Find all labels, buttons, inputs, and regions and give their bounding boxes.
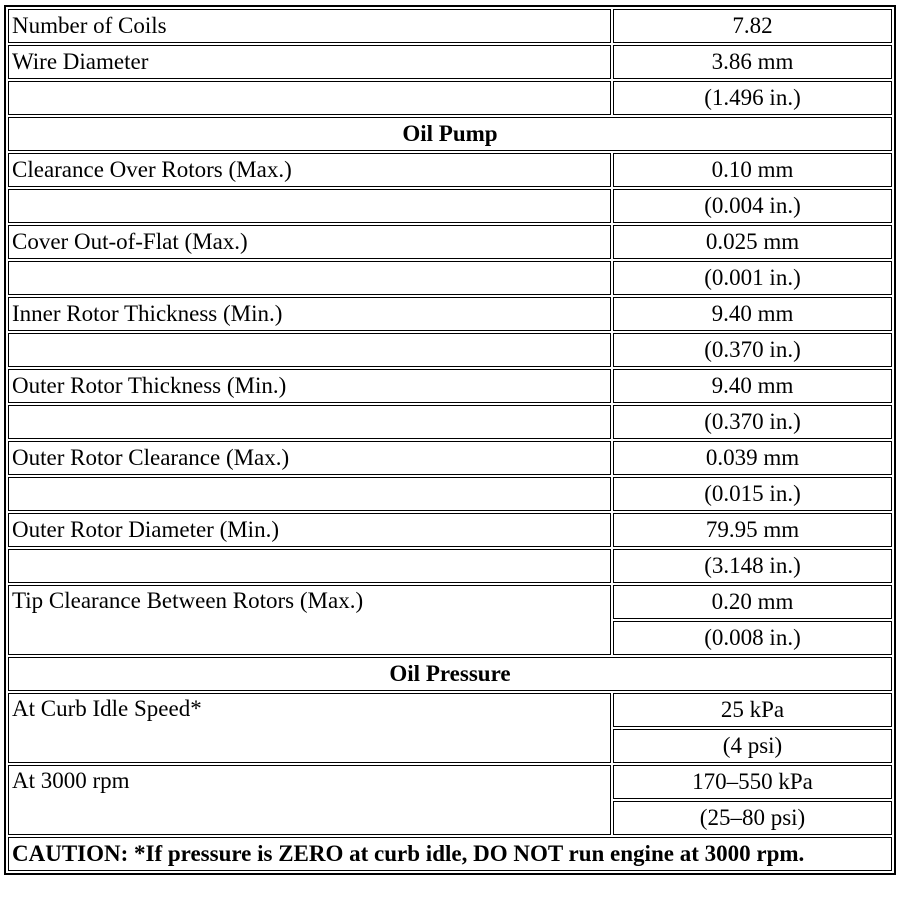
table-row — [8, 261, 892, 295]
table-row — [8, 45, 892, 79]
spec-value-alt: (0.004 in.) — [613, 189, 892, 223]
spec-value-alt: (0.370 in.) — [613, 405, 892, 439]
spec-value: 0.039 mm — [613, 441, 892, 475]
table-row — [8, 693, 892, 727]
section-heading-oil-pressure: Oil Pressure — [8, 657, 892, 691]
spec-value: 0.10 mm — [613, 153, 892, 187]
table-row — [8, 441, 892, 475]
table-row — [8, 333, 892, 367]
table-row — [8, 153, 892, 187]
table-row — [8, 513, 892, 547]
caution-row — [8, 837, 892, 871]
spec-label-empty — [8, 477, 611, 511]
spec-value-alt: (4 psi) — [613, 729, 892, 763]
spec-value: 7.82 — [613, 9, 892, 43]
spec-value-alt: (25–80 psi) — [613, 801, 892, 835]
spec-label-empty — [8, 333, 611, 367]
spec-value-alt: (0.001 in.) — [613, 261, 892, 295]
spec-value-alt: (3.148 in.) — [613, 549, 892, 583]
spec-table — [4, 5, 896, 875]
spec-label: Clearance Over Rotors (Max.) — [8, 153, 611, 187]
table-row — [8, 549, 892, 583]
table-row — [8, 585, 892, 619]
spec-value: 3.86 mm — [613, 45, 892, 79]
spec-value: 25 kPa — [613, 693, 892, 727]
spec-label: At 3000 rpm — [8, 765, 611, 835]
section-row — [8, 117, 892, 151]
table-row — [8, 9, 892, 43]
spec-label: Tip Clearance Between Rotors (Max.) — [8, 585, 611, 655]
table-row — [8, 765, 892, 799]
table-row — [8, 225, 892, 259]
section-heading-oil-pump: Oil Pump — [8, 117, 892, 151]
spec-label: Wire Diameter — [8, 45, 611, 79]
spec-value: 9.40 mm — [613, 369, 892, 403]
spec-value: 9.40 mm — [613, 297, 892, 331]
spec-label: At Curb Idle Speed* — [8, 693, 611, 763]
spec-label: Outer Rotor Clearance (Max.) — [8, 441, 611, 475]
table-row — [8, 81, 892, 115]
spec-label — [8, 81, 611, 115]
spec-value-alt: (0.370 in.) — [613, 333, 892, 367]
section-row — [8, 657, 892, 691]
table-row — [8, 369, 892, 403]
table-row — [8, 189, 892, 223]
spec-label: Cover Out-of-Flat (Max.) — [8, 225, 611, 259]
spec-value: 0.20 mm — [613, 585, 892, 619]
spec-label-empty — [8, 189, 611, 223]
caution-note: CAUTION: *If pressure is ZERO at curb idle, DO NOT run engine at 3000 rpm. — [8, 837, 892, 871]
spec-value-alt: (0.015 in.) — [613, 477, 892, 511]
spec-value: 170–550 kPa — [613, 765, 892, 799]
spec-label-empty — [8, 261, 611, 295]
table-row — [8, 405, 892, 439]
spec-value-alt: (0.008 in.) — [613, 621, 892, 655]
table-row — [8, 477, 892, 511]
spec-label: Outer Rotor Thickness (Min.) — [8, 369, 611, 403]
spec-label: Outer Rotor Diameter (Min.) — [8, 513, 611, 547]
spec-value: 0.025 mm — [613, 225, 892, 259]
spec-label-empty — [8, 549, 611, 583]
spec-label: Number of Coils — [8, 9, 611, 43]
spec-value: (1.496 in.) — [613, 81, 892, 115]
table-row — [8, 297, 892, 331]
spec-label: Inner Rotor Thickness (Min.) — [8, 297, 611, 331]
spec-value: 79.95 mm — [613, 513, 892, 547]
spec-label-empty — [8, 405, 611, 439]
